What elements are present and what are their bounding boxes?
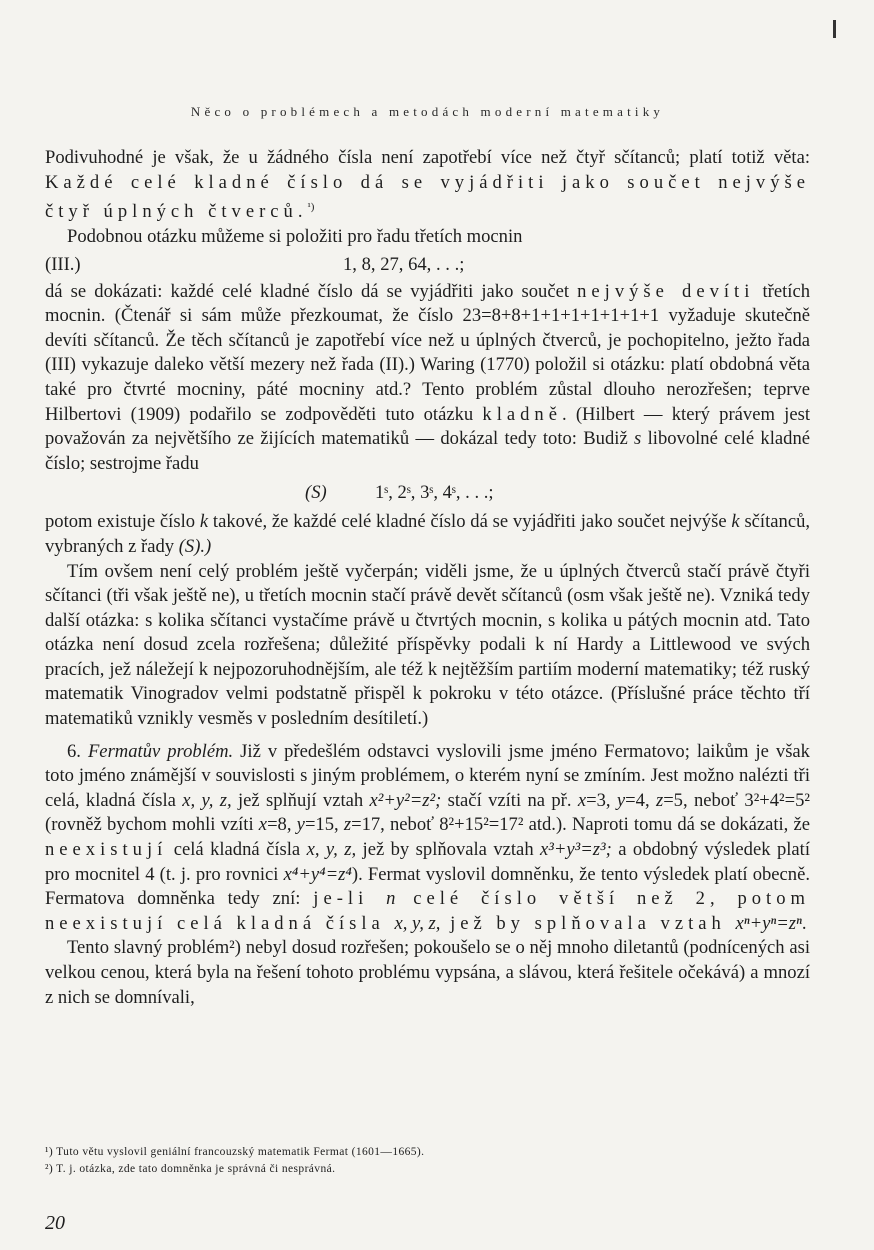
paragraph-1: Podivuhodné je však, že u žádného čísla není zapotřebí více než čtyř sčítanců; platí totiž věta: Každé celé kladné číslo dá se vyjádřiti jako součet nejvýše čtyř úplných čtverců.$^{^1)}$ — [45, 147, 810, 223]
paragraph-4: potom existuje číslo k takové, že každé celé kladné číslo dá se vyjádřiti jako součet nejvýše k sčítanců, vybraných z řady (S).) — [45, 511, 811, 557]
footnote-1: ¹) Tuto větu vyslovil geniální francouzský matematik Fermat (1601—1665). — [45, 1146, 425, 1158]
section-6-paragraph: 6. Fermatův problém. Již v předešlém odstavci vyslovili jsme jméno Fermatovo; laikům je však toto jméno známější v souvislosti s jiným problémem, o kterém nyní se zmíním. Jest možno nalézti tři celá, kladná čísla x, y, z, jež splňují vztah x²+y²=z²; stačí vzíti na př. x=3, y=4, z=5, neboť 3²+4²=5² (rovněž bychom mohli vzíti x=8, y=15, z=17, neboť 8²+15²=17² atd.). Naproti tomu dá se dokázati, že neexistují celá kladná čísla x, y, z, jež by splňovala vztah x³+y³=z³; a obdobný výsledek platí pro mocnitel 4 (t. j. pro rovnici x⁴+y⁴=z⁴). Fermat vyslovil domněnku, že tento výsledek platí obecně. Fermatova domněnka tedy zní: je-li n celé číslo větší než 2, potom neexistují celá kladná čísla x, y, z, jež by splňovala vztah xⁿ+yⁿ=zⁿ. — [45, 740, 810, 934]
formula-cubes — [45, 250, 810, 280]
body-text — [45, 146, 810, 1010]
section-title: Fermatův problém. — [87, 740, 234, 762]
paragraph-2: Podobnou otázku můžeme si položiti pro řadu třetích mocnin — [67, 225, 523, 247]
running-head: Něco o problémech a metodách moderní matematiky — [190, 104, 665, 119]
paragraph-3: dá se dokázati: každé celé kladné číslo dá se vyjádřiti jako součet nejvýše devíti třetích mocnin. (Čtenář si sám může přezkoumat, že číslo 23=8+8+1+1+1+1+1+1+1 vyžaduje skutečně devíti sčítanců. Že těch sčítanců je zapotřebí více než u úplných čtverců, je pochopitelno, ježto řada (III) vykazuje daleko větší mezery než řada (II).) Waring (1770) položil si otázku: platí obdobná věta také pro čtvrté mocniny, páté mocniny atd.? Tento problém zůstal dlouho nerozřešen; teprve Hilbertovi (1909) podařilo se zodpověděti tuto otázku kladně. (Hilbert — který právem jest považován za největšího ze žijících matematiků — dokázal tedy toto: Budiž s libovolné celé kladné číslo; sestrojme řadu — [45, 280, 811, 474]
formula-powers — [45, 476, 810, 510]
footnote-ref-1: ¹) — [307, 201, 315, 214]
page-edge-mark — [833, 20, 836, 38]
paragraph-7: Tento slavný problém²) nebyl dosud rozřešen; pokoušelo se o něj mnoho diletantů (podnícených asi velkou cenou, která byla na řešení tohoto problému vypsána, a slávou, která řešitele očekává) a mnozí z nich se domnívali, — [45, 937, 810, 1008]
formula-cubes-sequence: 1, 8, 27, 64, . . .; — [343, 253, 465, 275]
paragraph-5: Tím ovšem není celý problém ještě vyčerpán; viděli jsme, že u úplných čtverců stačí právě čtyři sčítanci (tři však ještě ne), u třetích mocnin stačí právě devět sčítanců (osm však ještě ne). Vzniká tedy další otázka: s kolika sčítanci vystačíme právě u čtvrtých mocnin, s kolika u pátých mocnin atd. Tato otázka není dosud zcela rozřešena; důležité příspěvky podali k ní Hardy a Littlewood ve svých pracích, jež náležejí k nejpozoruhodnějším, ale též k nejtěžším partiím moderní matematiky; též ruský matematik Vinogradov velmi podstatně přispěl k pokroku v této otázce. (Příslušné práce těchto tří matematiků vznikly vesměs v posledním desítiletí.) — [45, 560, 810, 730]
footnotes — [45, 1144, 810, 1178]
theorem-four-squares: Každé celé kladné číslo dá se vyjádřiti jako součet nejvýše čtyř úplných čtverců. — [45, 171, 810, 223]
formula-powers-label: (S) — [305, 482, 327, 504]
footnote-2: ²) T. j. otázka, zde tato domněnka je správná či nesprávná. — [45, 1163, 336, 1175]
formula-cubes-label: (III.) — [45, 253, 81, 275]
formula-powers-sequence: 1ˢ, 2ˢ, 3ˢ, 4ˢ, . . .; — [375, 482, 494, 504]
section-number: 6. — [67, 740, 81, 762]
document-page — [45, 0, 810, 1250]
page-number: 20 — [45, 1212, 65, 1234]
